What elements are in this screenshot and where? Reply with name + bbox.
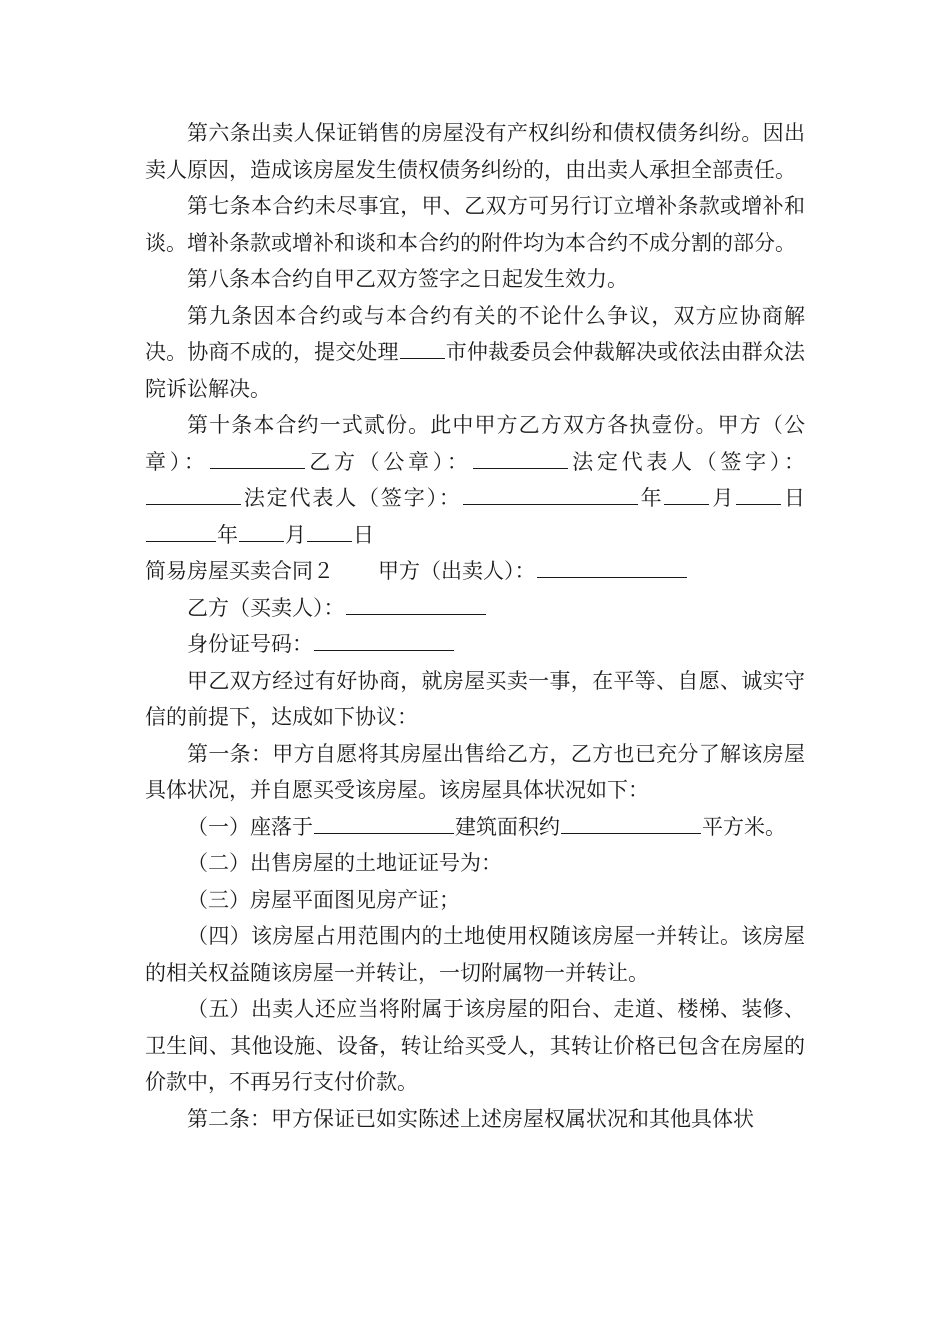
blank-month-1 — [664, 482, 709, 505]
item-1-text-a: （一）座落于 — [187, 814, 313, 839]
contract-2-intro: 甲乙双方经过有好协商，就房屋买卖一事，在平等、自愿、诚实守信的前提下，达成如下协议： — [145, 668, 805, 729]
article-10-text-c: 法定代表人（签字）： — [568, 449, 806, 474]
article-7: 第七条本合约未尽事宜，甲、乙双方可另行订立增补条款或增补和谈。增补条款或增补和谈和本合约的附件均为本合约不成分割的部分。 — [145, 194, 805, 255]
blank-rep-a-signature — [146, 482, 241, 505]
item-3: （三）房屋平面图见房产证； — [187, 887, 460, 912]
year-label-2: 年 — [217, 522, 238, 547]
item-5: （五）出卖人还应当将附属于该房屋的阳台、走道、楼梯、装修、卫生间、其他设施、设备，转让给买受人，其转让价格已包含在房屋的价款中，不再另行支付价款。 — [145, 997, 805, 1094]
item-1-text-c: 平方米。 — [702, 814, 786, 839]
article-9-text-b: 市仲裁委员会仲裁解决或依法由群众法院诉讼解决。 — [145, 340, 805, 401]
blank-rep-b-signature — [463, 482, 638, 505]
clause-1: 第一条：甲方自愿将其房屋出售给乙方，乙方也已充分了解该房屋具体状况，并自愿买受该房屋。该房屋具体状况如下： — [145, 741, 805, 802]
month-label: 月 — [710, 486, 736, 510]
year-label: 年 — [638, 486, 664, 510]
article-10-text-a: 第十条本合约一式贰份。此中甲方乙方双方各执壹份。甲方（公章）： — [145, 413, 805, 474]
article-6: 第六条出卖人保证销售的房屋没有产权纠纷和债权债务纠纷。因出卖人原因，造成该房屋发生债权债务纠纷的，由出卖人承担全部责任。 — [145, 121, 805, 182]
article-9-text-a: 第九条因本合约或与本合约有关的不论什么争议，双方应协商解决。协商不成的，提交处理 — [145, 303, 805, 364]
blank-party-b — [346, 592, 486, 615]
blank-party-a-seal — [210, 446, 305, 469]
article-10 — [145, 407, 805, 553]
clause-2: 第二条：甲方保证已如实陈述上述房屋权属状况和其他具体状 — [187, 1106, 754, 1131]
item-4: （四）该房屋占用范围内的土地使用权随该房屋一并转让。该房屋的相关权益随该房屋一并转让，一切附属物一并转让。 — [145, 924, 805, 985]
blank-day-2 — [307, 519, 352, 542]
blank-party-b-seal — [473, 446, 568, 469]
blank-id-number — [314, 628, 454, 651]
party-b-label: 乙方（买卖人）： — [187, 595, 345, 620]
blank-area — [561, 811, 701, 834]
contract-2-title: 简易房屋买卖合同２ — [145, 559, 334, 583]
id-line — [145, 626, 805, 663]
day-label: 日 — [782, 486, 805, 510]
blank-day-1 — [736, 482, 781, 505]
blank-location — [314, 811, 454, 834]
id-label: 身份证号码： — [187, 632, 313, 656]
article-10-text-b: 乙方（公章）： — [305, 449, 472, 474]
day-label-2: 日 — [353, 522, 374, 547]
item-2: （二）出售房屋的土地证证号为： — [187, 851, 502, 875]
blank-year-2 — [146, 519, 216, 542]
blank-party-a — [537, 555, 687, 578]
article-9 — [145, 298, 805, 408]
item-1 — [145, 809, 805, 846]
article-8: 第八条本合约自甲乙双方签字之日起发生效力。 — [187, 267, 628, 291]
article-10-text-d: 法定代表人（签字）： — [242, 486, 462, 510]
contract-2-title-line — [145, 553, 805, 590]
month-label-2: 月 — [285, 522, 306, 547]
party-a-label: 甲方（出卖人）： — [378, 559, 536, 583]
party-b-line — [145, 590, 805, 627]
blank-city — [400, 336, 445, 359]
item-1-text-b: 建筑面积约 — [455, 814, 560, 839]
blank-month-2 — [239, 519, 284, 542]
